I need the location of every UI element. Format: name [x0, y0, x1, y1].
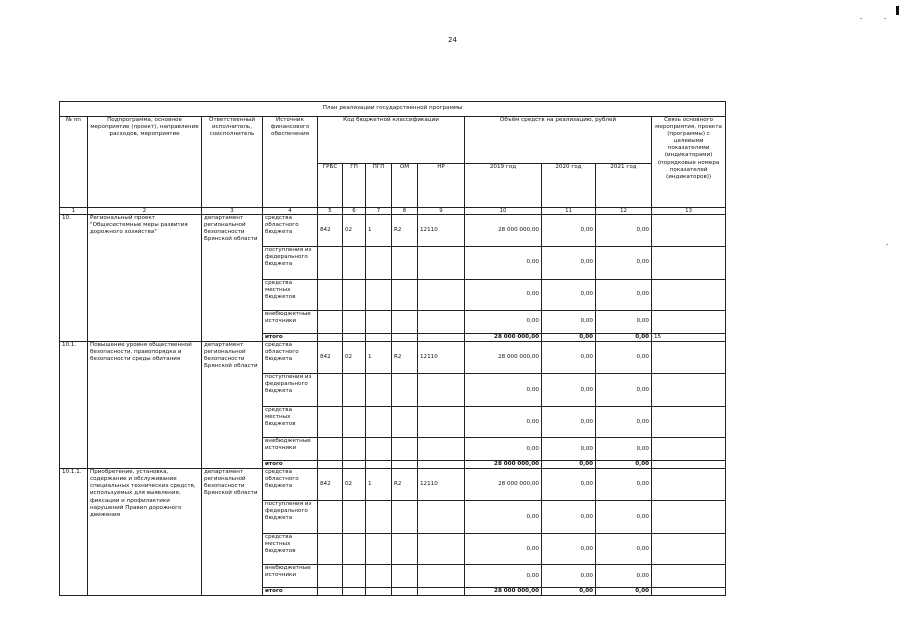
col-number: 5	[318, 208, 343, 215]
amount-2021: 0,00	[596, 374, 652, 407]
financing-source: средства областного бюджета	[263, 215, 318, 247]
code-cell-empty	[366, 565, 392, 588]
amount-2021: 0,00	[596, 588, 652, 596]
amount-2019: 0,00	[465, 565, 542, 588]
code-cell-empty	[392, 280, 418, 311]
code-cell-empty	[392, 588, 418, 596]
code-cell-empty	[418, 247, 465, 280]
indicator-link	[652, 374, 726, 407]
header-link: Связь основного мероприятия, проекта (программы) с целевыми показателями (индикаторами) (порядковые номера показателей (индикаторов))	[652, 117, 726, 208]
amount-2020: 0,00	[542, 215, 596, 247]
amount-2020: 0,00	[542, 342, 596, 374]
code-cell-empty	[392, 438, 418, 461]
amount-2019: 28 000 000,00	[465, 334, 542, 342]
amount-2020: 0,00	[542, 374, 596, 407]
amount-2019: 28 000 000,00	[465, 461, 542, 469]
amount-2019: 0,00	[465, 280, 542, 311]
header-2020: 2020 год	[542, 164, 596, 208]
header-num: № пп	[60, 117, 88, 208]
indicator-link	[652, 342, 726, 374]
header-nr: НР	[418, 164, 465, 208]
code-cell-empty	[318, 311, 343, 334]
financing-source: средства областного бюджета	[263, 342, 318, 374]
amount-2021: 0,00	[596, 565, 652, 588]
financing-source: итого	[263, 334, 318, 342]
amount-2021: 0,00	[596, 247, 652, 280]
code-cell-empty	[392, 334, 418, 342]
code-cell-empty	[366, 247, 392, 280]
col-number: 2	[88, 208, 202, 215]
col-number: 10	[465, 208, 542, 215]
code-pgp: 1	[366, 215, 392, 247]
col-number: 1	[60, 208, 88, 215]
code-cell-empty	[392, 247, 418, 280]
amount-2020: 0,00	[542, 407, 596, 438]
amount-2021: 0,00	[596, 334, 652, 342]
table-row	[60, 342, 726, 374]
indicator-link	[652, 501, 726, 534]
header-om: ОМ	[392, 164, 418, 208]
code-cell-empty	[318, 501, 343, 534]
amount-2019: 0,00	[465, 407, 542, 438]
code-cell-empty	[366, 534, 392, 565]
code-cell-empty	[343, 501, 366, 534]
col-number: 6	[343, 208, 366, 215]
col-number: 11	[542, 208, 596, 215]
amount-2019: 28 000 000,00	[465, 215, 542, 247]
financing-source: итого	[263, 461, 318, 469]
code-cell-empty	[418, 407, 465, 438]
financing-source: внебюджетные источники	[263, 311, 318, 334]
amount-2020: 0,00	[542, 565, 596, 588]
financing-source: итого	[263, 588, 318, 596]
code-cell-empty	[366, 280, 392, 311]
code-cell-empty	[418, 588, 465, 596]
code-cell-empty	[366, 461, 392, 469]
table-title: План реализации государственной программы	[60, 102, 726, 117]
amount-2021: 0,00	[596, 469, 652, 501]
col-number: 7	[366, 208, 392, 215]
col-number: 4	[263, 208, 318, 215]
code-cell-empty	[318, 407, 343, 438]
code-cell-empty	[343, 334, 366, 342]
code-cell-empty	[418, 374, 465, 407]
indicator-link	[652, 469, 726, 501]
code-om: R2	[392, 215, 418, 247]
code-cell-empty	[392, 565, 418, 588]
amount-2020: 0,00	[542, 311, 596, 334]
code-cell-empty	[343, 461, 366, 469]
financing-source: средства областного бюджета	[263, 469, 318, 501]
col-number: 3	[202, 208, 263, 215]
activity-name: Приобретение, установка, содержание и обслуживание специальных технических средств, используемых для выявления, фиксации и профилактики нарушений Правил дорожного движения	[88, 469, 202, 596]
row-number: 10.1.	[60, 342, 88, 469]
code-cell-empty	[392, 534, 418, 565]
program-plan-table	[59, 101, 726, 596]
code-cell-empty	[366, 374, 392, 407]
code-cell-empty	[366, 407, 392, 438]
header-amount: Объём средств на реализацию, рублей	[465, 117, 652, 164]
code-om: R2	[392, 469, 418, 501]
header-grbs: ГРБС	[318, 164, 343, 208]
amount-2021: 0,00	[596, 215, 652, 247]
code-cell-empty	[343, 311, 366, 334]
responsible-executor: департамент региональной безопасности Брянской области	[202, 469, 263, 596]
amount-2020: 0,00	[542, 501, 596, 534]
code-grbs: 842	[318, 342, 343, 374]
code-cell-empty	[392, 407, 418, 438]
financing-source: средства местных бюджетов	[263, 280, 318, 311]
col-number: 12	[596, 208, 652, 215]
indicator-link	[652, 311, 726, 334]
code-cell-empty	[392, 311, 418, 334]
amount-2020: 0,00	[542, 534, 596, 565]
code-nr: 12110	[418, 215, 465, 247]
financing-source: поступления из федерального бюджета	[263, 247, 318, 280]
code-cell-empty	[418, 280, 465, 311]
code-cell-empty	[392, 374, 418, 407]
indicator-link	[652, 280, 726, 311]
code-nr: 12110	[418, 469, 465, 501]
financing-source: средства местных бюджетов	[263, 534, 318, 565]
code-pgp: 1	[366, 469, 392, 501]
amount-2019: 0,00	[465, 438, 542, 461]
amount-2020: 0,00	[542, 280, 596, 311]
indicator-link	[652, 215, 726, 247]
code-cell-empty	[392, 461, 418, 469]
header-gp: ГП	[343, 164, 366, 208]
page-number: 24	[448, 36, 457, 44]
code-gp: 02	[343, 215, 366, 247]
col-number: 9	[418, 208, 465, 215]
amount-2021: 0,00	[596, 461, 652, 469]
code-cell-empty	[318, 461, 343, 469]
header-executor: Ответственный исполнитель, соисполнитель	[202, 117, 263, 208]
code-om: R2	[392, 342, 418, 374]
code-gp: 02	[343, 342, 366, 374]
code-cell-empty	[318, 565, 343, 588]
financing-source: поступления из федерального бюджета	[263, 374, 318, 407]
code-cell-empty	[343, 438, 366, 461]
scan-speck	[884, 18, 886, 19]
indicator-link	[652, 407, 726, 438]
code-cell-empty	[366, 311, 392, 334]
scan-speck	[886, 244, 888, 245]
code-cell-empty	[343, 247, 366, 280]
amount-2019: 0,00	[465, 374, 542, 407]
column-numbers-row	[60, 208, 726, 215]
amount-2021: 0,00	[596, 501, 652, 534]
header-pgp: ПГП	[366, 164, 392, 208]
col-number: 13	[652, 208, 726, 215]
code-cell-empty	[318, 374, 343, 407]
indicator-link	[652, 534, 726, 565]
amount-2020: 0,00	[542, 334, 596, 342]
code-cell-empty	[366, 501, 392, 534]
code-cell-empty	[418, 461, 465, 469]
code-cell-empty	[418, 534, 465, 565]
code-cell-empty	[318, 334, 343, 342]
header-source: Источник финансового обеспечения	[263, 117, 318, 208]
header-2021: 2021 год	[596, 164, 652, 208]
code-cell-empty	[418, 334, 465, 342]
code-nr: 12110	[418, 342, 465, 374]
financing-source: поступления из федерального бюджета	[263, 501, 318, 534]
amount-2021: 0,00	[596, 280, 652, 311]
code-cell-empty	[418, 311, 465, 334]
row-number: 10.1.1.	[60, 469, 88, 596]
code-cell-empty	[366, 438, 392, 461]
table-row	[60, 215, 726, 247]
table-row	[60, 469, 726, 501]
amount-2021: 0,00	[596, 311, 652, 334]
row-number: 10.	[60, 215, 88, 342]
code-gp: 02	[343, 469, 366, 501]
code-grbs: 842	[318, 469, 343, 501]
code-cell-empty	[343, 280, 366, 311]
code-cell-empty	[418, 438, 465, 461]
code-pgp: 1	[366, 342, 392, 374]
amount-2019: 0,00	[465, 247, 542, 280]
scan-edge-mark	[896, 6, 899, 15]
col-number: 8	[392, 208, 418, 215]
indicator-link	[652, 565, 726, 588]
scan-speck	[860, 18, 862, 19]
activity-name: Региональный проект "Общесистемные меры развития дорожного хозяйства"	[88, 215, 202, 342]
indicator-link	[652, 461, 726, 469]
amount-2020: 0,00	[542, 588, 596, 596]
code-cell-empty	[343, 565, 366, 588]
amount-2019: 0,00	[465, 501, 542, 534]
header-budget-code: Код бюджетной классификации	[318, 117, 465, 164]
financing-source: внебюджетные источники	[263, 438, 318, 461]
code-cell-empty	[318, 280, 343, 311]
code-cell-empty	[318, 438, 343, 461]
amount-2019: 28 000 000,00	[465, 469, 542, 501]
code-cell-empty	[343, 534, 366, 565]
code-cell-empty	[418, 565, 465, 588]
amount-2019: 28 000 000,00	[465, 342, 542, 374]
amount-2021: 0,00	[596, 407, 652, 438]
code-grbs: 842	[318, 215, 343, 247]
code-cell-empty	[343, 374, 366, 407]
code-cell-empty	[366, 588, 392, 596]
indicator-link: 15	[652, 334, 726, 342]
amount-2021: 0,00	[596, 342, 652, 374]
amount-2020: 0,00	[542, 461, 596, 469]
amount-2021: 0,00	[596, 534, 652, 565]
code-cell-empty	[392, 501, 418, 534]
amount-2019: 28 000 000,00	[465, 588, 542, 596]
indicator-link	[652, 588, 726, 596]
amount-2020: 0,00	[542, 469, 596, 501]
amount-2019: 0,00	[465, 311, 542, 334]
header-2019: 2019 год	[465, 164, 542, 208]
financing-source: внебюджетные источники	[263, 565, 318, 588]
code-cell-empty	[343, 588, 366, 596]
code-cell-empty	[318, 588, 343, 596]
financing-source: средства местных бюджетов	[263, 407, 318, 438]
code-cell-empty	[366, 334, 392, 342]
amount-2021: 0,00	[596, 438, 652, 461]
header-subprogram: Подпрограмма, основное мероприятие (проект), направление расходов, мероприятие	[88, 117, 202, 208]
responsible-executor: департамент региональной безопасности Брянской области	[202, 215, 263, 342]
code-cell-empty	[343, 407, 366, 438]
amount-2020: 0,00	[542, 438, 596, 461]
amount-2019: 0,00	[465, 534, 542, 565]
amount-2020: 0,00	[542, 247, 596, 280]
code-cell-empty	[318, 534, 343, 565]
code-cell-empty	[318, 247, 343, 280]
indicator-link	[652, 247, 726, 280]
responsible-executor: департамент региональной безопасности Брянской области	[202, 342, 263, 469]
indicator-link	[652, 438, 726, 461]
activity-name: Повышение уровня общественной безопасности, правопорядка и безопасности среды обитания	[88, 342, 202, 469]
code-cell-empty	[418, 501, 465, 534]
